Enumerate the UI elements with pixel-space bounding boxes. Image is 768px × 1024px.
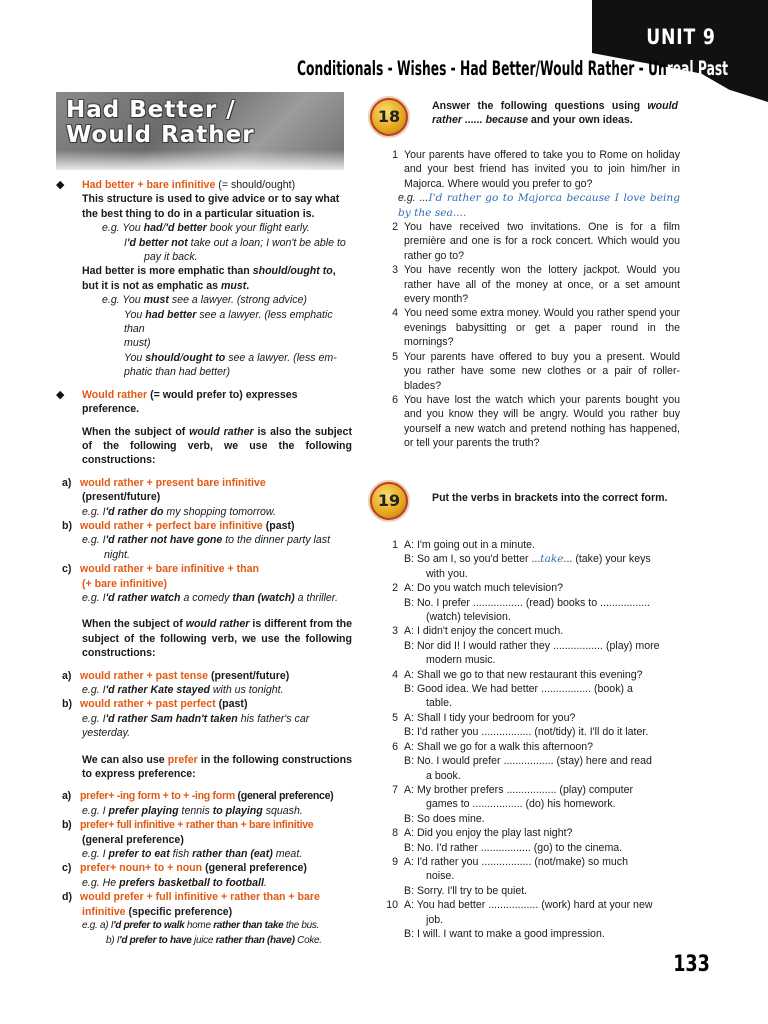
construction-pa: a) prefer+ -ing form + to + -ing form (general preference): [62, 790, 334, 803]
construction-pd: d) would prefer + full infinitive + rather than + bare infinitive (specific preference): [62, 891, 320, 918]
exercise-19-badge: 19: [370, 482, 408, 520]
construction-a1: a) would rather + present bare infinitive: [62, 476, 266, 489]
same-subject-note: When the subject of would rather is also the subject of the following verb, we use the following constructions:: [82, 425, 352, 467]
dialogue-line: B: Sorry. I'll try to be quiet.: [404, 884, 528, 897]
emphasis-note: Had better is more emphatic than should/ought to, but it is not as emphatic as must.: [82, 265, 336, 292]
construction-a2: a) would rather + past tense (present/future): [62, 669, 290, 682]
dialogue-line: B: So does mine.: [404, 812, 485, 825]
dialogue-line: B: No. I prefer ................. (read) books to .................: [404, 596, 651, 609]
question-item: 3 You have recently won the lottery jackpot. Would you rather have all of the money at once, or a set amount every month?: [392, 264, 680, 306]
question-item: 6 You have lost the watch which your parents bought you and you know they will be angry. Would you rather buy yourself a new watch and pretend nothing has happened, or tell your parents the truth?: [392, 393, 680, 450]
banner-title: Had Better / Would Rather: [66, 97, 255, 148]
construction-b1: b) would rather + perfect bare infinitive (past): [62, 519, 295, 532]
dialogue-line: 7 A: My brother prefers ................. (play) computer: [392, 783, 634, 796]
dialogue-line: 3 A: I didn't enjoy the concert much.: [392, 625, 564, 638]
example: e.g. I'd rather Sam hadn't taken his father's car: [82, 712, 310, 725]
page-number: 133: [673, 952, 710, 977]
dialogue-line: B: I will. I want to make a good impression.: [404, 927, 605, 940]
example: e.g. I prefer playing tennis to playing squash.: [82, 804, 303, 817]
example: e.g. You must see a lawyer. (strong advice): [102, 294, 307, 307]
example: b) I'd prefer to have juice rather than (have) Coke.: [106, 934, 322, 946]
exercise-19-instructions: Put the verbs in brackets into the correct form.: [432, 492, 668, 504]
dialogue-line: 6 A: Shall we go for a walk this afternoon?: [392, 740, 594, 753]
diamond-bullet-icon: ◆: [56, 388, 65, 401]
diamond-bullet-icon: ◆: [56, 179, 65, 191]
exercise-18-instructions: Answer the following questions using would rather ...... because and your own ideas.: [432, 100, 678, 126]
question-item: 1 Your parents have offered to take you to Rome on holiday and your best friend has invited you to join him/her in Majorca. Where would you prefer to go?: [392, 149, 680, 190]
grammar-explanation: ◆ Had better + bare infinitive (= should/ought) This structure is used to give advice or to say what the best thing to do in a particular situation is. e.g. You had/'d better book your flight early. I'd better not take out a loan; I won't be able to pay it back. Had better is more emphatic than should/ought to, but it is not as emphatic as must. e.g. You must see a lawyer. (strong advice) You had better see a lawyer. (less emphatic than must) You should/ought to see a lawyer. (less em- phatic than had better) ◆ Would rather (= would prefer to) expresses preference. When the subject of would rather is also the subject of the following verb, we use the following constructions: a) would rather + present bare infinitive (present/future) e.g. I'd rather do my shopping tomorrow. b) would rather + perfect bare infinitive (past) e.g. I'd rather not have gone to the dinner party last night. c) would rather + bare infinitive + than (+ bare infinitive) e.g. I'd rather watch a comedy than (watch) a thriller. When the subject of would rather is different from the subject of the following verb, we use the following constructions: a) would rather + past tense (present/future) e.g. I'd rather Kate stayed with us tonight. b) would rather + past perfect (past) e.g. I'd rather Sam hadn't taken his father's car yesterday. We can also use prefer in the following constructions to express preference: a) prefer+ -ing form + to + -ing form (general preference) e.g. I prefer playing tennis to playing squash. b) prefer+ full infinitive + rather than + bare infinitive (general preference) e.g. I prefer to eat fish rather than (eat) meat. c) prefer+ noun+ to + noun (general preference) e.g. He prefers basketball to football. d) would prefer + full infinitive + rather than + bare infinitive (specific preference) e.g. a) I'd prefer to walk home rather than take the bus. b) I'd prefer to have juice rather than (have) Coke.: [62, 178, 352, 948]
had-better-section: ◆ Had better + bare infinitive (= should/ought) This structure is used to give advice or to say what the best thing to do in a particular situation is. e.g. You had/'d better book your flight early. I'd better not take out a loan; I won't be able to pay it back. Had better is more emphatic than should/ought to, but it is not as emphatic as must. e.g. You must see a lawyer. (strong advice) You had better see a lawyer. (less emphatic than must) You should/ought to see a lawyer. (less em- phatic than had better): [62, 178, 352, 380]
example: You had better see a lawyer. (less emphatic than: [124, 308, 333, 336]
dialogue-line: 2 A: Do you watch much television?: [392, 582, 563, 595]
example-answer: e.g. ...I'd rather go to Majorca because I love being by the sea....: [398, 192, 680, 219]
dialogue-line: 9 A: I'd rather you ................. (not/make) so much: [392, 855, 628, 868]
dialogue-line: 4 A: Shall we go to that new restaurant this evening?: [392, 668, 643, 681]
exercise-18-badge: 18: [370, 98, 408, 136]
unit-tab: [592, 0, 768, 102]
exercise-18-questions: [384, 148, 680, 451]
example: e.g. I'd rather Kate stayed with us tonight.: [82, 684, 284, 696]
example: e.g. You had/'d better book your flight early.: [102, 222, 310, 235]
prefer-note: We can also use prefer in the following constructions to express preference:: [82, 753, 352, 781]
example: e.g. I'd rather not have gone to the dinner party last: [82, 534, 331, 547]
unit-label: UNIT 9: [646, 25, 716, 49]
construction-pb: b) prefer+ full infinitive + rather than + bare infinitive: [62, 819, 314, 832]
question-item: 4 You need some extra money. Would you rather spend your evenings babysitting or get a paper round in the mornings?: [392, 307, 680, 349]
construction-pc: c) prefer+ noun+ to + noun (general preference): [62, 862, 307, 875]
dialogue-line: 1 A: I'm going out in a minute.: [392, 539, 535, 551]
dialogue-line: 8 A: Did you enjoy the play last night?: [392, 827, 573, 840]
example: e.g. I prefer to eat fish rather than (eat) meat.: [82, 848, 303, 861]
example: You should/ought to see a lawyer. (less em-: [124, 351, 337, 364]
construction-b2: b) would rather + past perfect (past): [62, 698, 248, 711]
dialogue-line: 5 A: Shall I tidy your bedroom for you?: [392, 711, 576, 724]
dialogue-line: B: Nor did I! I would rather they ................. (play) more: [404, 639, 660, 652]
example: e.g. a) I'd prefer to walk home rather than take the bus.: [82, 920, 320, 932]
chapter-title: Conditionals - Wishes - Had Better/Would Rather - Unreal Past: [297, 57, 729, 80]
dialogue-line: B: No. I would prefer ................. (stay) here and read: [404, 755, 652, 768]
dialogue-line: B: No. I'd rather ................. (go) to the cinema.: [404, 841, 623, 854]
construction-c1: c) would rather + bare infinitive + than: [62, 563, 259, 576]
question-item: 5 Your parents have offered to buy you a present. Would you rather have some new clothes or a pair of roller-blades?: [392, 350, 680, 392]
section-banner: [56, 92, 344, 170]
dialogue-line: B: So am I, so you'd better ...take... (take) your keys: [404, 553, 651, 566]
exercise-19-dialogues: 1 A: I'm going out in a minute. B: So am I, so you'd better ...take... (take) your keys with you. 2 A: Do you watch much television? B: No. I prefer ................. (read) books to ................. (watch) television. 3 A: I didn't enjoy the concert much. B: Nor did I! I would rather they ................. (play) more modern music. 4 A: Shall we go to that new restaurant this evening? B: Good idea. We had better ................. (book) a table. 5 A: Shall I tidy your bedroom for you? B: I'd rather you ................. (not/tidy) it. I'll do it later. 6 A: Shall we go for a walk this afternoon? B: No. I would prefer ................. (stay) here and read a book. 7 A: My brother prefers ................. (play) computer games to ................. (do) his homework. B: So does mine. 8 A: Did you enjoy the play last night? B: No. I'd rather ................. (go) to the cinema. 9 A: I'd rather you ................. (not/make) so much noise. B: Sorry. I'll try to be quiet. 10 A: You had better ................. (work) hard at your new job. B: I will. I want to make a good impression.: [384, 538, 684, 941]
example: e.g. I'd rather watch a comedy than (watch) a thriller.: [82, 591, 338, 604]
would-rather-section: ◆ Would rather (= would prefer to) expresses preference.: [56, 388, 298, 416]
dialogue-line: 10 A: You had better ................. (work) hard at your new: [386, 899, 653, 912]
example: I'd better not take out a loan; I won't be able to: [124, 236, 346, 249]
example: e.g. He prefers basketball to football.: [82, 876, 267, 889]
different-subject-note: When the subject of would rather is different from the subject of the following verb, we use the following constructions:: [82, 618, 352, 660]
dialogue-line: B: Good idea. We had better ................. (book) a: [404, 683, 633, 696]
example: e.g. I'd rather do my shopping tomorrow.: [82, 505, 276, 518]
question-item: 2 You have received two invitations. One is for a film première and one is for a rock concert. Which would you rather go to?: [392, 221, 680, 262]
dialogue-line: B: I'd rather you ................. (not/tidy) it. I'll do it later.: [404, 726, 649, 739]
